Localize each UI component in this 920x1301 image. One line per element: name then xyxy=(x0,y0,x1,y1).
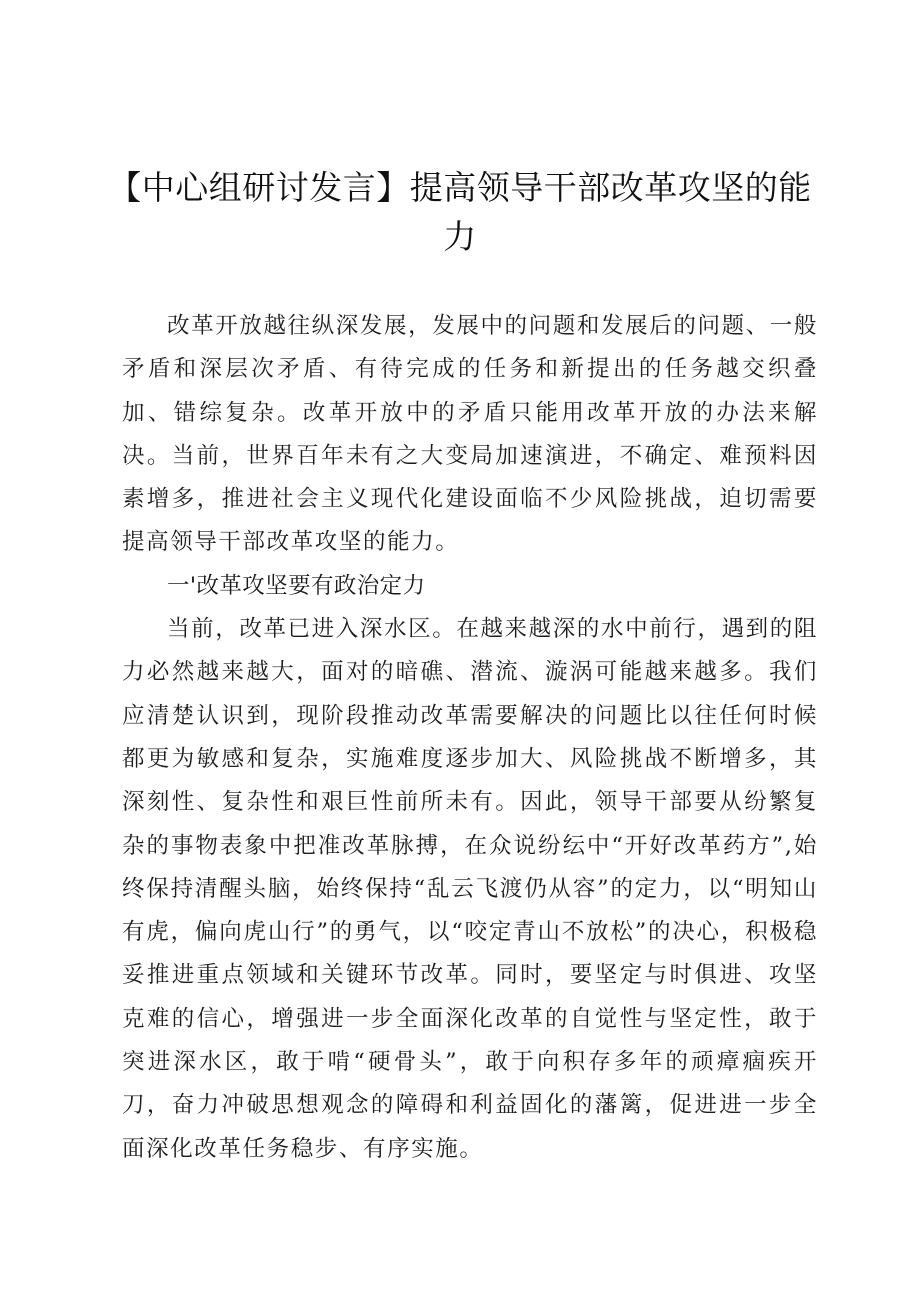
document-body xyxy=(122,305,818,1171)
section-1-paragraph: 当前，改革已进入深水区。在越来越深的水中前行，遇到的阻力必然越来越大，面对的暗礁、潜流、漩涡可能越来越多。我们应清楚认识到，现阶段推动改革需要解决的问题比以往任何时候都更为敏感和复杂，实施难度逐步加大、风险挑战不断增多，其深刻性、复杂性和艰巨性前所未有。因此，领导干部要从纷繁复杂的事物表象中把准改革脉搏，在众说纷纭中“开好改革药方”,始终保持清醒头脑，始终保持“乱云飞渡仍从容”的定力，以“明知山有虎，偏向虎山行”的勇气，以“咬定青山不放松”的决心，积极稳妥推进重点领域和关键环节改革。同时，要坚定与时俱进、攻坚克难的信心，增强进一步全面深化改革的自觉性与坚定性，敢于突进深水区，敢于啃“硬骨头”，敢于向积存多年的顽瘴痼疾开刀，奋力冲破思想观念的障碍和利益固化的藩篱，促进进一步全面深化改革任务稳步、有序实施。 xyxy=(122,616,818,1162)
document-title: 【中心组研讨发言】提高领导干部改革攻坚的能力 xyxy=(108,168,812,256)
intro-paragraph: 改革开放越往纵深发展，发展中的问题和发展后的问题、一般矛盾和深层次矛盾、有待完成的任务和新提出的任务越交织叠加、错综复杂。改革开放中的矛盾只能用改革开放的办法来解决。当前，世界百年未有之大变局加速演进，不确定、难预料因素增多，推进社会主义现代化建设面临不少风险挑战，迫切需要提高领导干部改革攻坚的能力。 xyxy=(122,313,818,556)
section-heading-1: 一'改革攻坚要有政治定力 xyxy=(167,572,426,599)
